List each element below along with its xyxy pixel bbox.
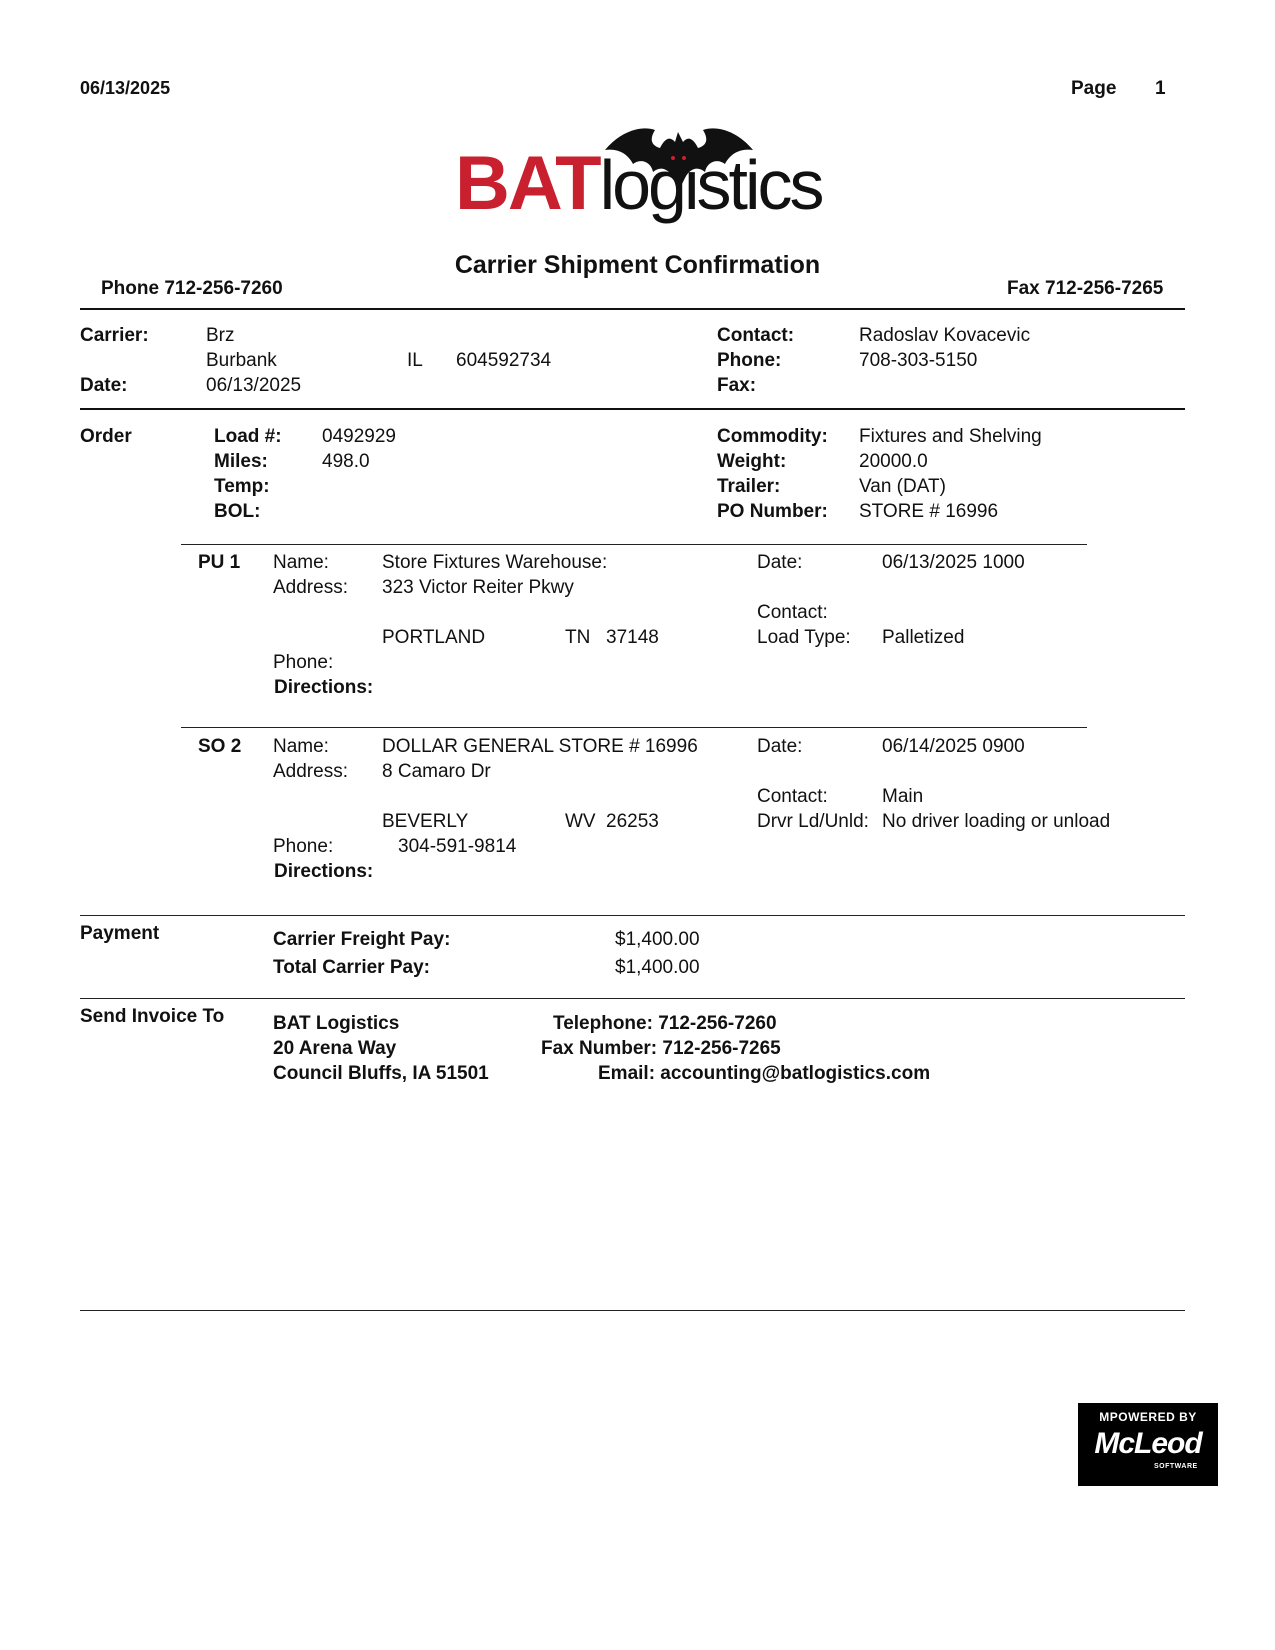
divider <box>80 408 1185 410</box>
stop-date: 06/13/2025 1000 <box>882 552 1025 573</box>
company-logo <box>455 120 835 235</box>
total-pay-value: $1,400.00 <box>615 957 700 978</box>
temp-label: Temp: <box>214 476 270 497</box>
invoice-city: Council Bluffs, IA 51501 <box>273 1063 489 1084</box>
stop-date-label: Date: <box>757 736 803 757</box>
divider <box>80 308 1185 310</box>
stop-address: 323 Victor Reiter Pkwy <box>382 577 574 598</box>
stop-load-type: Palletized <box>882 627 965 648</box>
commodity-value: Fixtures and Shelving <box>859 426 1042 447</box>
contact-fax-label: Fax: <box>717 375 757 396</box>
stop-address-label: Address: <box>273 761 348 782</box>
miles-value: 498.0 <box>322 451 370 472</box>
divider <box>80 1310 1185 1311</box>
header-fax: Fax 712-256-7265 <box>1007 278 1164 299</box>
header-phone: Phone 712-256-7260 <box>101 278 283 299</box>
divider <box>80 915 1185 916</box>
stop-zip: 26253 <box>606 811 659 832</box>
po-label: PO Number: <box>717 501 828 522</box>
stop-driver-label: Drvr Ld/Unld: <box>757 811 869 832</box>
stop-phone: 304-591-9814 <box>398 836 517 857</box>
stop-name-label: Name: <box>273 552 329 573</box>
invoice-email: Email: accounting@batlogistics.com <box>598 1063 931 1084</box>
weight-value: 20000.0 <box>859 451 928 472</box>
stop-address-label: Address: <box>273 577 348 598</box>
stop-zip: 37148 <box>606 627 659 648</box>
stop-date-label: Date: <box>757 552 803 573</box>
contact-phone: 708-303-5150 <box>859 350 978 371</box>
badge-line3: SOFTWARE <box>1154 1463 1198 1470</box>
stop-name: Store Fixtures Warehouse: <box>382 552 608 573</box>
divider <box>181 727 1087 728</box>
logo-logistics-text: logistics <box>599 146 822 224</box>
stop-contact-label: Contact: <box>757 602 828 623</box>
contact-label: Contact: <box>717 325 795 346</box>
stop-load-type-label: Load Type: <box>757 627 851 648</box>
print-date: 06/13/2025 <box>80 78 171 98</box>
stop-city: PORTLAND <box>382 627 486 648</box>
stop-name: DOLLAR GENERAL STORE # 16996 <box>382 736 698 757</box>
trailer-label: Trailer: <box>717 476 781 497</box>
bol-label: BOL: <box>214 501 261 522</box>
invoice-company: BAT Logistics <box>273 1013 400 1034</box>
carrier-state: IL <box>407 350 423 371</box>
payment-section-label: Payment <box>80 923 160 944</box>
stop-address: 8 Camaro Dr <box>382 761 491 782</box>
weight-label: Weight: <box>717 451 787 472</box>
stop-directions-label: Directions: <box>274 677 374 698</box>
stop-state: WV <box>565 811 596 832</box>
carrier-zip: 604592734 <box>456 350 552 371</box>
stop-date: 06/14/2025 0900 <box>882 736 1025 757</box>
stop-name-label: Name: <box>273 736 329 757</box>
contact-phone-label: Phone: <box>717 350 782 371</box>
page-label: Page <box>1071 78 1117 99</box>
order-section-label: Order <box>80 426 132 447</box>
carrier-label: Carrier: <box>80 325 149 346</box>
invoice-street: 20 Arena Way <box>273 1038 397 1059</box>
divider <box>181 544 1087 545</box>
stop-phone-label: Phone: <box>273 836 334 857</box>
stop-contact: Main <box>882 786 924 807</box>
carrier-date: 06/13/2025 <box>206 375 302 396</box>
stop-city: BEVERLY <box>382 811 469 832</box>
carrier-city: Burbank <box>206 350 277 371</box>
divider <box>80 998 1185 999</box>
trailer-value: Van (DAT) <box>859 476 946 497</box>
badge-line2: McLeod <box>1094 1427 1202 1460</box>
total-pay-label: Total Carrier Pay: <box>273 957 430 978</box>
stop-code: PU 1 <box>198 552 241 573</box>
stop-phone-label: Phone: <box>273 652 334 673</box>
page-title: Carrier Shipment Confirmation <box>454 251 821 279</box>
stop-code: SO 2 <box>198 736 242 757</box>
carrier-name: Brz <box>206 325 235 346</box>
contact-name: Radoslav Kovacevic <box>859 325 1031 346</box>
commodity-label: Commodity: <box>717 426 828 447</box>
miles-label: Miles: <box>214 451 268 472</box>
badge-line1: MPOWERED BY <box>1099 1410 1197 1424</box>
stop-state: TN <box>565 627 591 648</box>
invoice-fax: Fax Number: 712-256-7265 <box>541 1038 781 1059</box>
freight-pay-value: $1,400.00 <box>615 929 700 950</box>
load-label: Load #: <box>214 426 282 447</box>
stop-driver-value: No driver loading or unload <box>882 811 1111 832</box>
po-value: STORE # 16996 <box>859 501 999 522</box>
load-number: 0492929 <box>322 426 396 447</box>
freight-pay-label: Carrier Freight Pay: <box>273 929 451 950</box>
invoice-section-label: Send Invoice To <box>80 1006 225 1027</box>
powered-by-badge <box>1078 1403 1218 1486</box>
logo-bat-text: BAT <box>455 141 600 226</box>
stop-directions-label: Directions: <box>274 861 374 882</box>
carrier-date-label: Date: <box>80 375 128 396</box>
stop-contact-label: Contact: <box>757 786 828 807</box>
invoice-telephone: Telephone: 712-256-7260 <box>553 1013 777 1034</box>
page-number: 1 <box>1155 78 1166 99</box>
